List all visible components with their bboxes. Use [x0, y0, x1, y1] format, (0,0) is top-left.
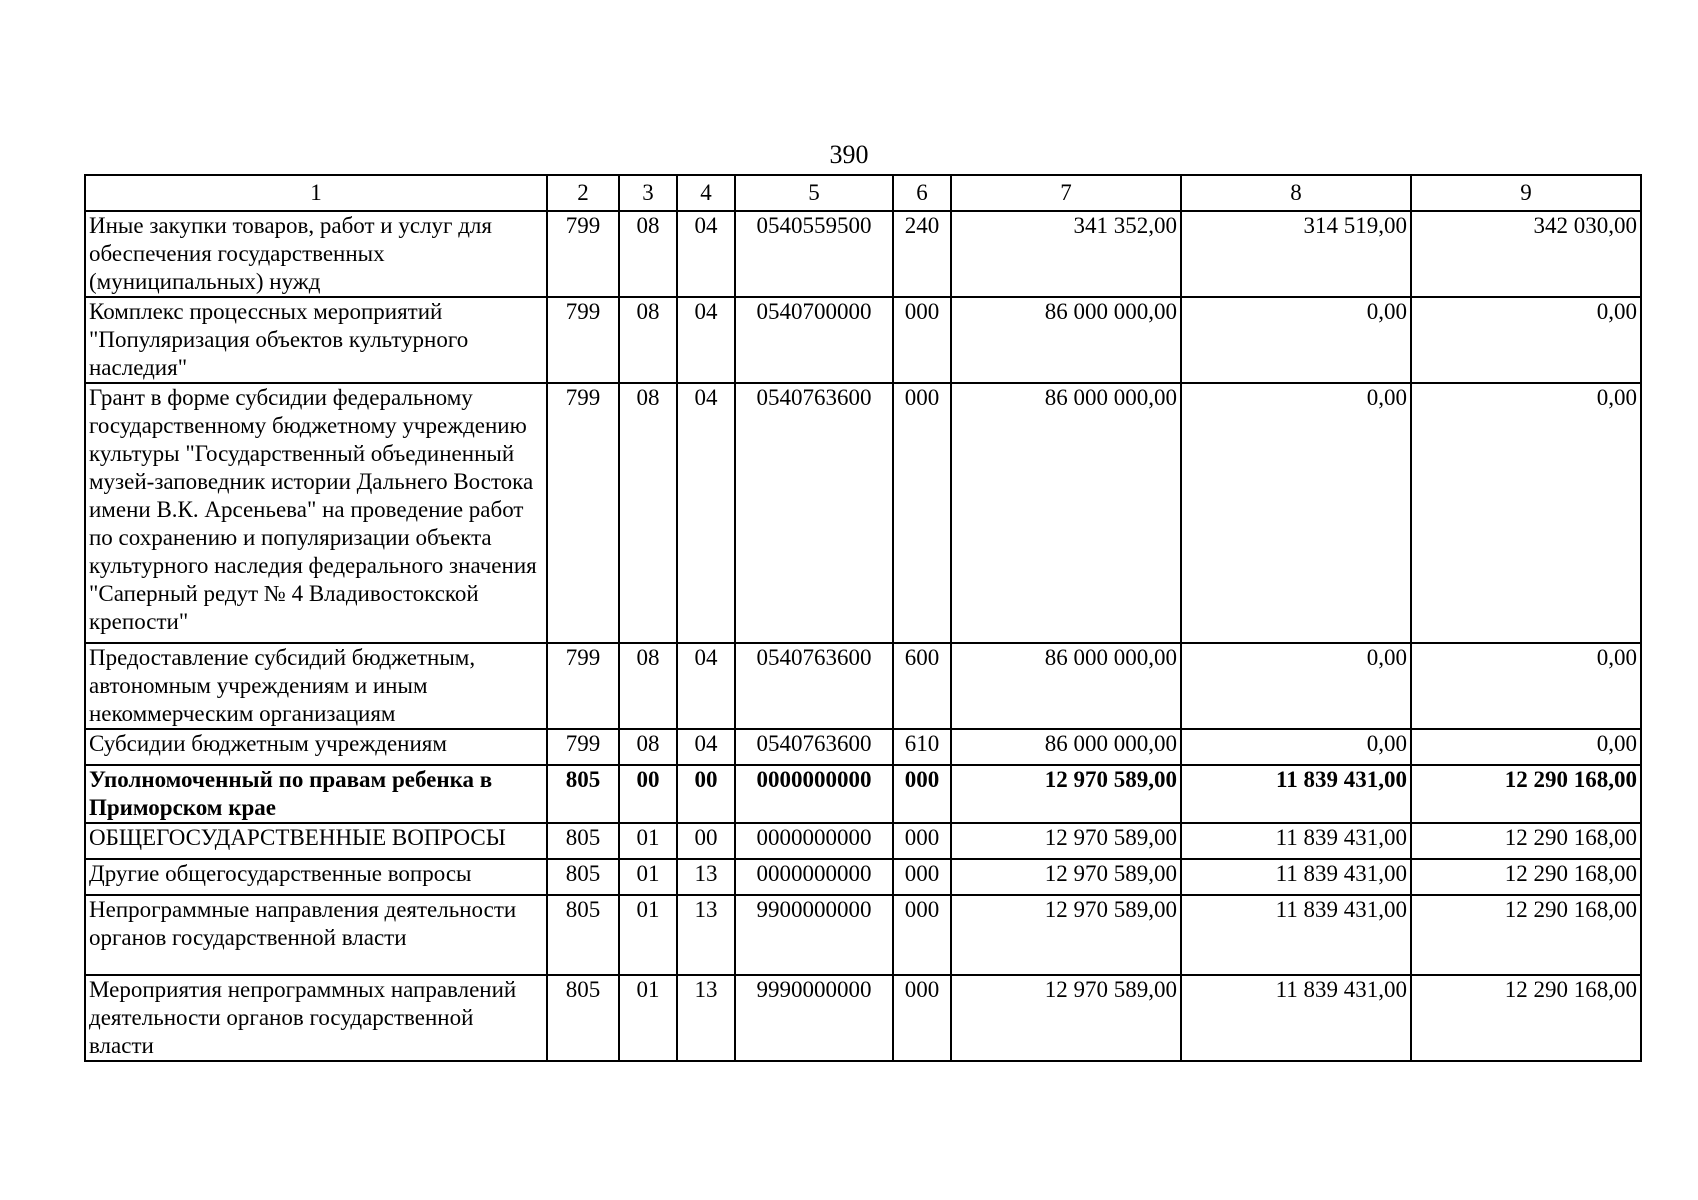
amount-c8: 0,00 [1181, 729, 1411, 765]
amount-c8: 11 839 431,00 [1181, 823, 1411, 859]
table-row [85, 975, 1641, 1061]
table-row [85, 211, 1641, 297]
code-c2: 799 [547, 383, 619, 643]
table-row [85, 643, 1641, 729]
budget-table [84, 174, 1642, 1062]
code-c6: 000 [893, 895, 951, 975]
amount-c9: 12 290 168,00 [1411, 823, 1641, 859]
column-header: 2 [547, 175, 619, 211]
code-c3: 08 [619, 729, 677, 765]
code-c5: 0000000000 [735, 765, 893, 823]
code-c3: 08 [619, 643, 677, 729]
code-c4: 04 [677, 643, 735, 729]
code-c3: 08 [619, 297, 677, 383]
row-name: Уполномоченный по правам ребенка в Приморском крае [85, 765, 547, 823]
amount-c9: 12 290 168,00 [1411, 859, 1641, 895]
code-c5: 0540763600 [735, 729, 893, 765]
page-number: 390 [829, 140, 869, 169]
amount-c8: 11 839 431,00 [1181, 859, 1411, 895]
amount-c7: 12 970 589,00 [951, 975, 1181, 1061]
column-header: 1 [85, 175, 547, 211]
header-row [85, 175, 1641, 211]
amount-c8: 0,00 [1181, 643, 1411, 729]
code-c2: 799 [547, 297, 619, 383]
code-c2: 799 [547, 729, 619, 765]
row-name: Иные закупки товаров, работ и услуг для обеспечения государственных (муниципальных) нужд [85, 211, 547, 297]
amount-c9: 342 030,00 [1411, 211, 1641, 297]
code-c2: 805 [547, 895, 619, 975]
table-row [85, 297, 1641, 383]
row-name: Непрограммные направления деятельности органов государственной власти [85, 895, 547, 975]
code-c4: 04 [677, 383, 735, 643]
table-row [85, 823, 1641, 859]
row-name: Предоставление субсидий бюджетным, автономным учреждениям и иным некоммерческим организациям [85, 643, 547, 729]
amount-c7: 86 000 000,00 [951, 297, 1181, 383]
code-c3: 01 [619, 823, 677, 859]
amount-c7: 12 970 589,00 [951, 895, 1181, 975]
column-header: 5 [735, 175, 893, 211]
code-c3: 08 [619, 211, 677, 297]
amount-c8: 0,00 [1181, 383, 1411, 643]
column-header: 9 [1411, 175, 1641, 211]
column-header: 8 [1181, 175, 1411, 211]
row-name: ОБЩЕГОСУДАРСТВЕННЫЕ ВОПРОСЫ [85, 823, 547, 859]
amount-c8: 0,00 [1181, 297, 1411, 383]
code-c6: 600 [893, 643, 951, 729]
table-row [85, 765, 1641, 823]
column-header: 6 [893, 175, 951, 211]
column-header: 4 [677, 175, 735, 211]
code-c5: 0540763600 [735, 383, 893, 643]
amount-c9: 12 290 168,00 [1411, 895, 1641, 975]
row-name: Другие общегосударственные вопросы [85, 859, 547, 895]
code-c2: 805 [547, 765, 619, 823]
code-c3: 01 [619, 975, 677, 1061]
code-c6: 000 [893, 823, 951, 859]
row-name: Субсидии бюджетным учреждениям [85, 729, 547, 765]
code-c5: 0000000000 [735, 859, 893, 895]
amount-c7: 86 000 000,00 [951, 383, 1181, 643]
code-c2: 805 [547, 823, 619, 859]
code-c6: 000 [893, 297, 951, 383]
amount-c7: 86 000 000,00 [951, 643, 1181, 729]
code-c6: 000 [893, 765, 951, 823]
amount-c9: 0,00 [1411, 729, 1641, 765]
table-row [85, 729, 1641, 765]
column-header: 3 [619, 175, 677, 211]
amount-c7: 12 970 589,00 [951, 859, 1181, 895]
code-c4: 04 [677, 211, 735, 297]
row-name: Мероприятия непрограммных направлений деятельности органов государственной власти [85, 975, 547, 1061]
code-c3: 01 [619, 859, 677, 895]
code-c2: 805 [547, 975, 619, 1061]
code-c6: 240 [893, 211, 951, 297]
code-c5: 0000000000 [735, 823, 893, 859]
code-c4: 13 [677, 895, 735, 975]
amount-c8: 11 839 431,00 [1181, 765, 1411, 823]
amount-c7: 12 970 589,00 [951, 823, 1181, 859]
code-c3: 01 [619, 895, 677, 975]
code-c5: 0540763600 [735, 643, 893, 729]
code-c6: 000 [893, 859, 951, 895]
amount-c7: 12 970 589,00 [951, 765, 1181, 823]
code-c4: 13 [677, 859, 735, 895]
row-name: Грант в форме субсидии федеральному государственному бюджетному учреждению культуры "Государственный объединенный музей-заповедник истории Дальнего Востока имени В.К. Арсеньева" на проведение работ по сохранению и популяризации объекта культурного наследия федерального значения "Саперный редут № 4 Владивостокской крепости" [85, 383, 547, 643]
code-c4: 00 [677, 765, 735, 823]
amount-c9: 12 290 168,00 [1411, 975, 1641, 1061]
code-c5: 9990000000 [735, 975, 893, 1061]
amount-c9: 0,00 [1411, 297, 1641, 383]
amount-c8: 11 839 431,00 [1181, 895, 1411, 975]
code-c3: 08 [619, 383, 677, 643]
code-c2: 799 [547, 643, 619, 729]
code-c6: 000 [893, 975, 951, 1061]
code-c4: 00 [677, 823, 735, 859]
code-c5: 0540700000 [735, 297, 893, 383]
column-header: 7 [951, 175, 1181, 211]
amount-c9: 12 290 168,00 [1411, 765, 1641, 823]
code-c4: 04 [677, 729, 735, 765]
code-c5: 9900000000 [735, 895, 893, 975]
table-body [85, 211, 1641, 1061]
code-c4: 13 [677, 975, 735, 1061]
amount-c7: 86 000 000,00 [951, 729, 1181, 765]
table-row [85, 383, 1641, 643]
code-c5: 0540559500 [735, 211, 893, 297]
table-row [85, 895, 1641, 975]
amount-c7: 341 352,00 [951, 211, 1181, 297]
code-c6: 000 [893, 383, 951, 643]
amount-c8: 11 839 431,00 [1181, 975, 1411, 1061]
table-row [85, 859, 1641, 895]
amount-c9: 0,00 [1411, 643, 1641, 729]
code-c4: 04 [677, 297, 735, 383]
amount-c9: 0,00 [1411, 383, 1641, 643]
amount-c8: 314 519,00 [1181, 211, 1411, 297]
row-name: Комплекс процессных мероприятий "Популяризация объектов культурного наследия" [85, 297, 547, 383]
code-c6: 610 [893, 729, 951, 765]
code-c2: 799 [547, 211, 619, 297]
code-c2: 805 [547, 859, 619, 895]
code-c3: 00 [619, 765, 677, 823]
